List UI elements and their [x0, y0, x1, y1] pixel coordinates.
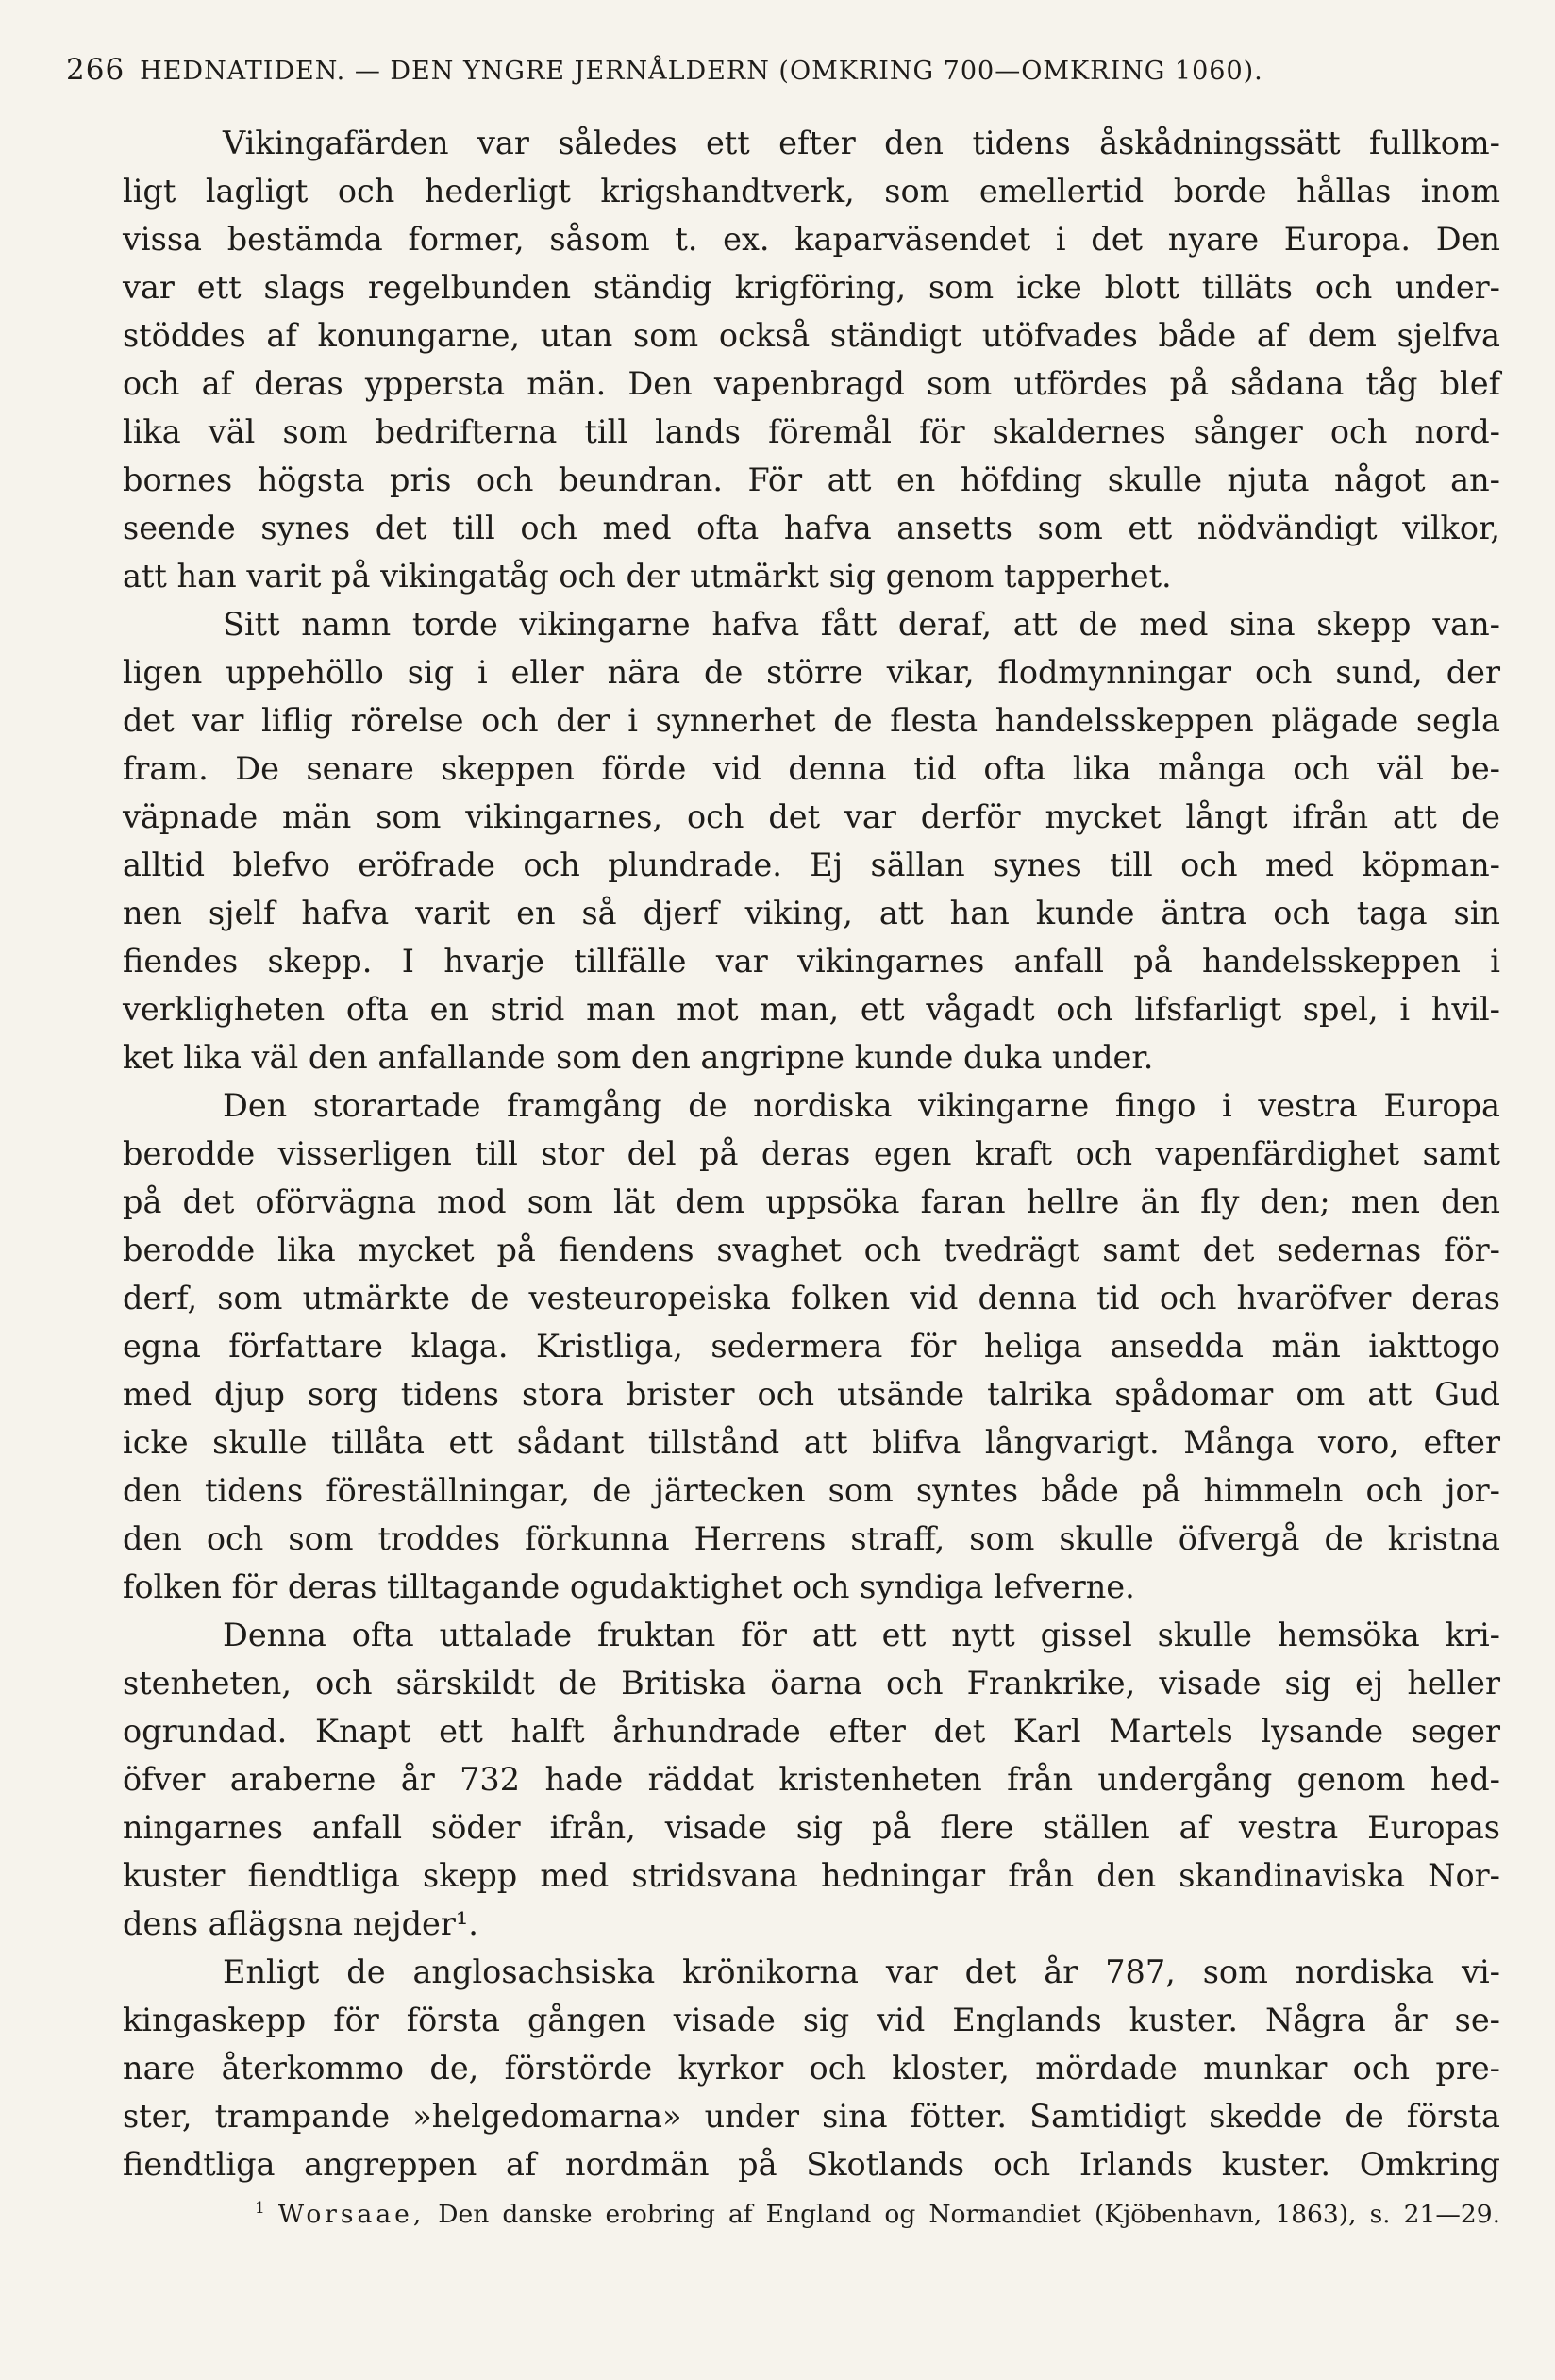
- text-line: lika väl som bedrifterna till lands föremål för skaldernes sånger och nord-: [123, 413, 1500, 450]
- text-line: alltid blefvo eröfrade och plundrade. Ej sällan synes till och med köpman-: [123, 846, 1500, 883]
- text-line: Sitt namn torde vikingarne hafva fått deraf, att de med sina skepp van-: [223, 606, 1500, 643]
- running-head: [66, 53, 1500, 87]
- text-line: seende synes det till och med ofta hafva ansetts som ett nödvändigt vilkor,: [123, 510, 1500, 546]
- text-line: med djup sorg tidens stora brister och utsände talrika spådomar om att Gud: [123, 1376, 1500, 1413]
- text-line: var ett slags regelbunden ständig krigföring, som icke blott tilläts och under-: [123, 269, 1500, 306]
- page-number: 266: [66, 53, 125, 87]
- text-line: den tidens föreställningar, de järtecken som syntes både på himmeln och jor-: [123, 1472, 1500, 1509]
- text-line: stenheten, och särskildt de Britiska öarna och Frankrike, visade sig ej heller: [123, 1665, 1500, 1701]
- text-line: Denna ofta uttalade fruktan för att ett nytt gissel skulle hemsöka kri-: [223, 1617, 1500, 1653]
- text-line: det var liflig rörelse och der i synnerhet de flesta handelsskeppen plägade segla: [123, 702, 1500, 739]
- text-line: att han varit på vikingatåg och der utmärkt sig genom tapperhet.: [123, 558, 1172, 595]
- text-line: stöddes af konungarne, utan som också ständigt utöfvades både af dem sjelfva: [123, 317, 1500, 354]
- footnote-author: Worsaae,: [277, 2199, 426, 2229]
- text-line: fram. De senare skeppen förde vid denna tid ofta lika många och väl be-: [123, 750, 1500, 787]
- text-line: Vikingafärden var således ett efter den tidens åskådningssätt fullkom-: [223, 125, 1500, 161]
- text-line: Enligt de anglosachsiska krönikorna var det år 787, som nordiska vi-: [223, 1953, 1500, 1990]
- text-line: dens aflägsna nejder¹.: [123, 1905, 478, 1942]
- text-line: väpnade män som vikingarnes, och det var derför mycket långt ifrån att de: [123, 798, 1500, 835]
- text-line: icke skulle tillåta ett sådant tillstånd att blifva långvarigt. Många voro, efter: [123, 1424, 1500, 1461]
- text-line: ket lika väl den anfallande som den angripne kunde duka under.: [123, 1039, 1154, 1076]
- text-line: vissa bestämda former, såsom t. ex. kaparväsendet i det nyare Europa. Den: [123, 221, 1500, 258]
- text-line: kuster fiendtliga skepp med stridsvana hedningar från den skandinaviska Nor-: [123, 1857, 1500, 1894]
- text-line: Den storartade framgång de nordiska vikingarne fingo i vestra Europa: [223, 1087, 1500, 1124]
- text-line: egna författare klaga. Kristliga, sedermera för heliga ansedda män iakttogo: [123, 1328, 1500, 1365]
- text-line: berodde lika mycket på fiendens svaghet och tvedrägt samt det sedernas för-: [123, 1232, 1500, 1268]
- body-text: [123, 119, 1500, 2188]
- text-line: öfver araberne år 732 hade räddat kristenheten från undergång genom hed-: [123, 1761, 1500, 1798]
- text-line: ogrundad. Knapt ett halft århundrade efter det Karl Martels lysande seger: [123, 1713, 1500, 1750]
- text-line: derf, som utmärkte de vesteuropeiska folken vid denna tid och hvaröfver deras: [123, 1280, 1500, 1316]
- text-line: den och som troddes förkunna Herrens straff, som skulle öfvergå de kristna: [123, 1520, 1500, 1557]
- text-line: och af deras yppersta män. Den vapenbragd som utfördes på sådana tåg blef: [123, 365, 1500, 402]
- footnote-text: Den danske erobring af England og Normandiet (Kjöbenhavn, 1863), s. 21—29.: [438, 2199, 1500, 2229]
- text-line: bornes högsta pris och beundran. För att en höfding skulle njuta något an-: [123, 461, 1500, 498]
- text-line: verkligheten ofta en strid man mot man, ett vågadt och lifsfarligt spel, i hvil-: [123, 991, 1500, 1028]
- text-line: ligen uppehöllo sig i eller nära de större vikar, flodmynningar och sund, der: [123, 654, 1500, 691]
- text-line: fiendes skepp. I hvarje tillfälle var vikingarnes anfall på handelsskeppen i: [123, 943, 1500, 980]
- text-line: nare återkommo de, förstörde kyrkor och kloster, mördade munkar och pre-: [123, 2050, 1500, 2087]
- text-line: folken för deras tilltagande ogudaktighet och syndiga lefverne.: [123, 1568, 1135, 1605]
- text-line: nen sjelf hafva varit en så djerf viking, att han kunde äntra och taga sin: [123, 895, 1500, 931]
- text-line: berodde visserligen till stor del på deras egen kraft och vapenfärdighet samt: [123, 1135, 1500, 1172]
- text-line: ster, trampande »helgedomarna» under sina fötter. Samtidigt skedde de första: [123, 2098, 1500, 2135]
- footnote-marker: 1: [255, 2199, 265, 2218]
- text-line: ligt lagligt och hederligt krigshandtverk, som emellertid borde hållas inom: [123, 173, 1500, 210]
- text-line: på det oförvägna mod som lät dem uppsöka faran hellre än fly den; men den: [123, 1183, 1500, 1220]
- text-line: fiendtliga angreppen af nordmän på Skotlands och Irlands kuster. Omkring: [123, 2146, 1500, 2183]
- running-title: HEDNATIDEN. — DEN YNGRE JERNÅLDERN (OMKRING 700—OMKRING 1060).: [140, 57, 1263, 86]
- text-line: kingaskepp för första gången visade sig vid Englands kuster. Några år se-: [123, 2002, 1500, 2038]
- text-line: ningarnes anfall söder ifrån, visade sig på flere ställen af vestra Europas: [123, 1809, 1500, 1846]
- footnote: [255, 2199, 1500, 2229]
